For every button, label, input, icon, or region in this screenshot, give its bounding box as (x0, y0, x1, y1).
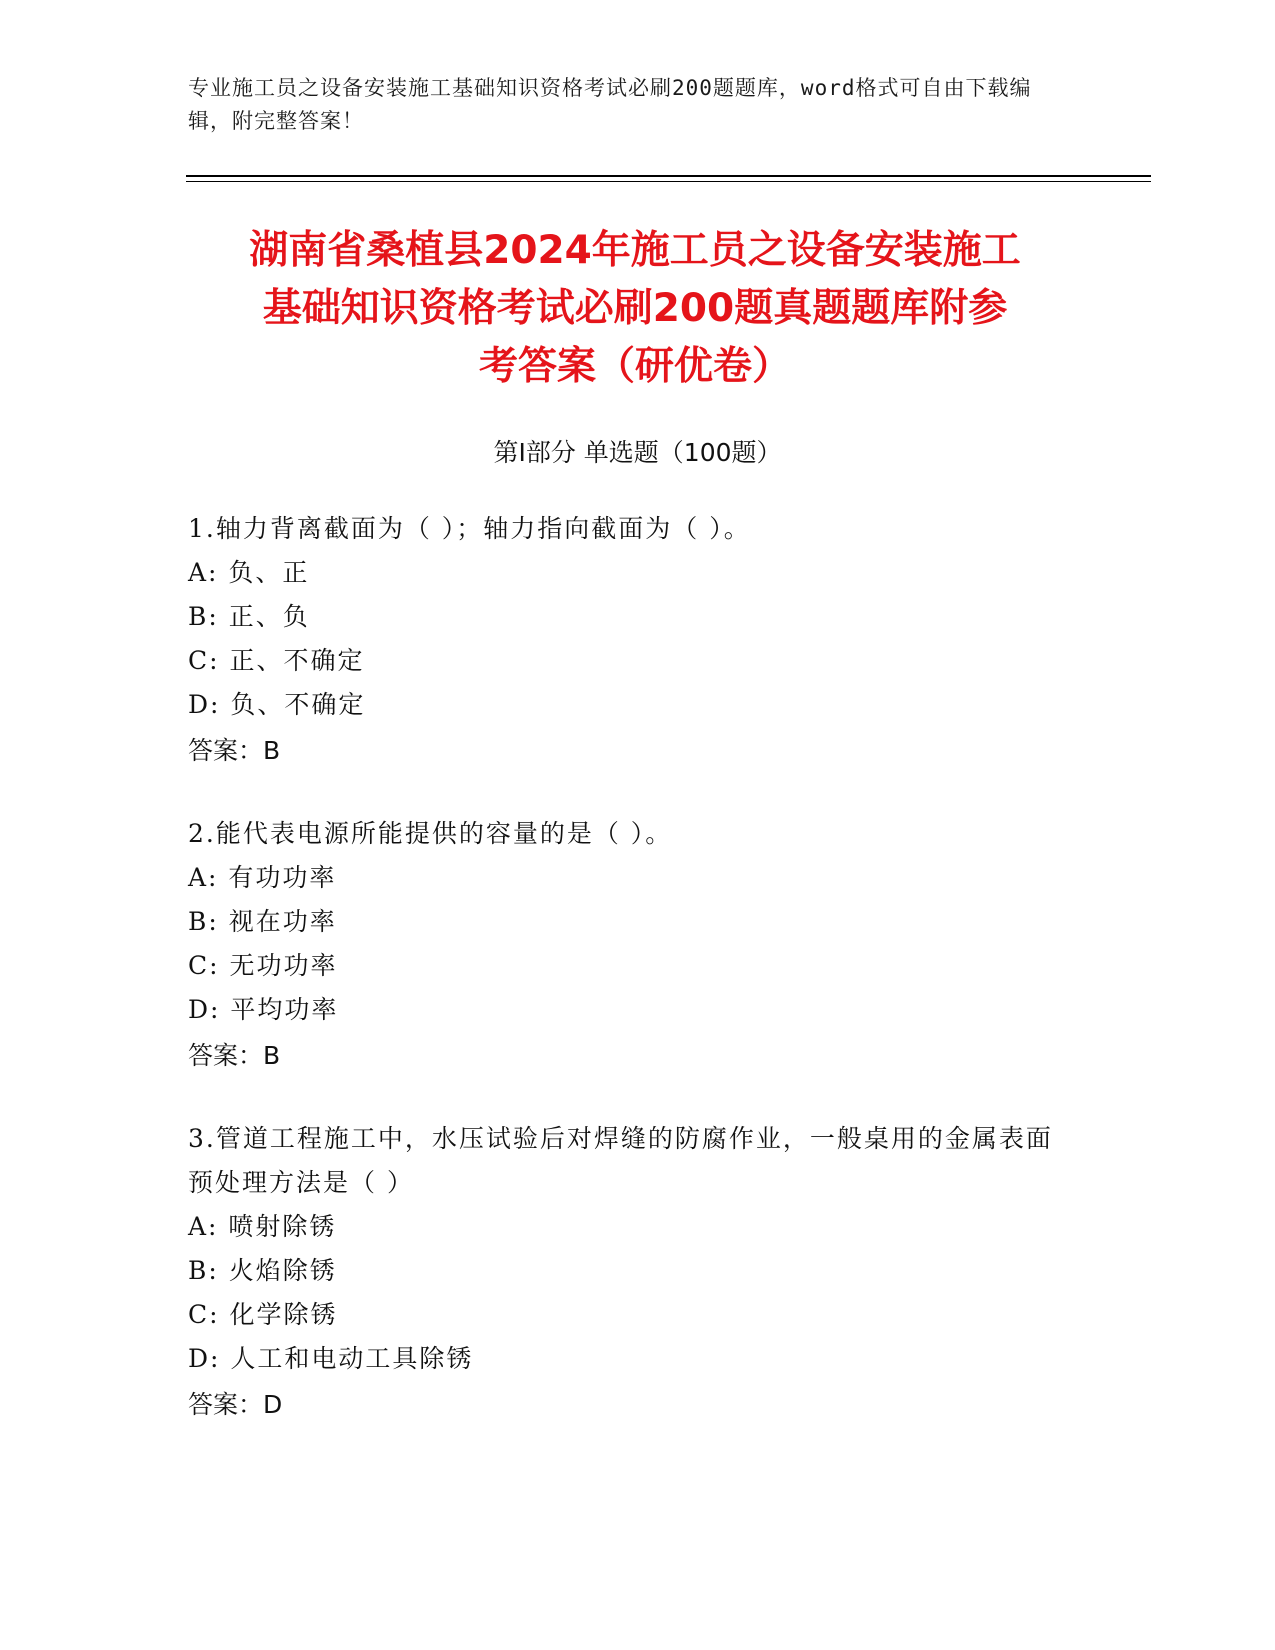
option-d: D: 平均功率 (188, 995, 339, 1024)
question-text: 1.轴力背离截面为（ ）；轴力指向截面为（ ）。 (188, 514, 751, 543)
option-a: A: 负、正 (188, 558, 310, 587)
question-block-2 (188, 812, 1068, 1078)
question-block-1 (188, 507, 1068, 773)
document-title-line-3: 考答案（研优卷） (478, 344, 791, 389)
option-a: A: 有功功率 (188, 863, 337, 892)
option-d: D: 负、不确定 (188, 690, 366, 719)
option-b: B: 视在功率 (188, 907, 337, 936)
question-text: 3.管道工程施工中，水压试验后对焊缝的防腐作业，一般桌用的金属表面预处理方法是（ ） (188, 1124, 1053, 1197)
option-b: B: 火焰除锈 (188, 1256, 337, 1285)
header-divider-thick (186, 175, 1151, 177)
question-block-3 (188, 1117, 1068, 1427)
option-b: B: 正、负 (188, 602, 310, 631)
question-text: 2.能代表电源所能提供的容量的是（ ）。 (188, 819, 673, 848)
header-note: 专业施工员之设备安装施工基础知识资格考试必刷200题题库，word格式可自由下载编辑，附完整答案！ (188, 76, 1032, 133)
option-a: A: 喷射除锈 (188, 1212, 337, 1241)
document-title-line-1: 湖南省桑植县2024年施工员之设备安装施工 (249, 228, 1021, 273)
answer-line: 答案：B (188, 1041, 281, 1070)
option-c: C: 化学除锈 (188, 1300, 338, 1329)
document-title (150, 222, 1120, 396)
option-c: C: 正、不确定 (188, 646, 365, 675)
document-title-line-2: 基础知识资格考试必刷200题真题题库附参 (262, 286, 1008, 331)
header-divider-thin (186, 181, 1151, 182)
answer-line: 答案：D (188, 1390, 283, 1419)
option-c: C: 无功功率 (188, 951, 338, 980)
section-title: 第Ⅰ部分 单选题（100题） (493, 438, 782, 467)
option-d: D: 人工和电动工具除锈 (188, 1344, 474, 1373)
answer-line: 答案：B (188, 736, 281, 765)
